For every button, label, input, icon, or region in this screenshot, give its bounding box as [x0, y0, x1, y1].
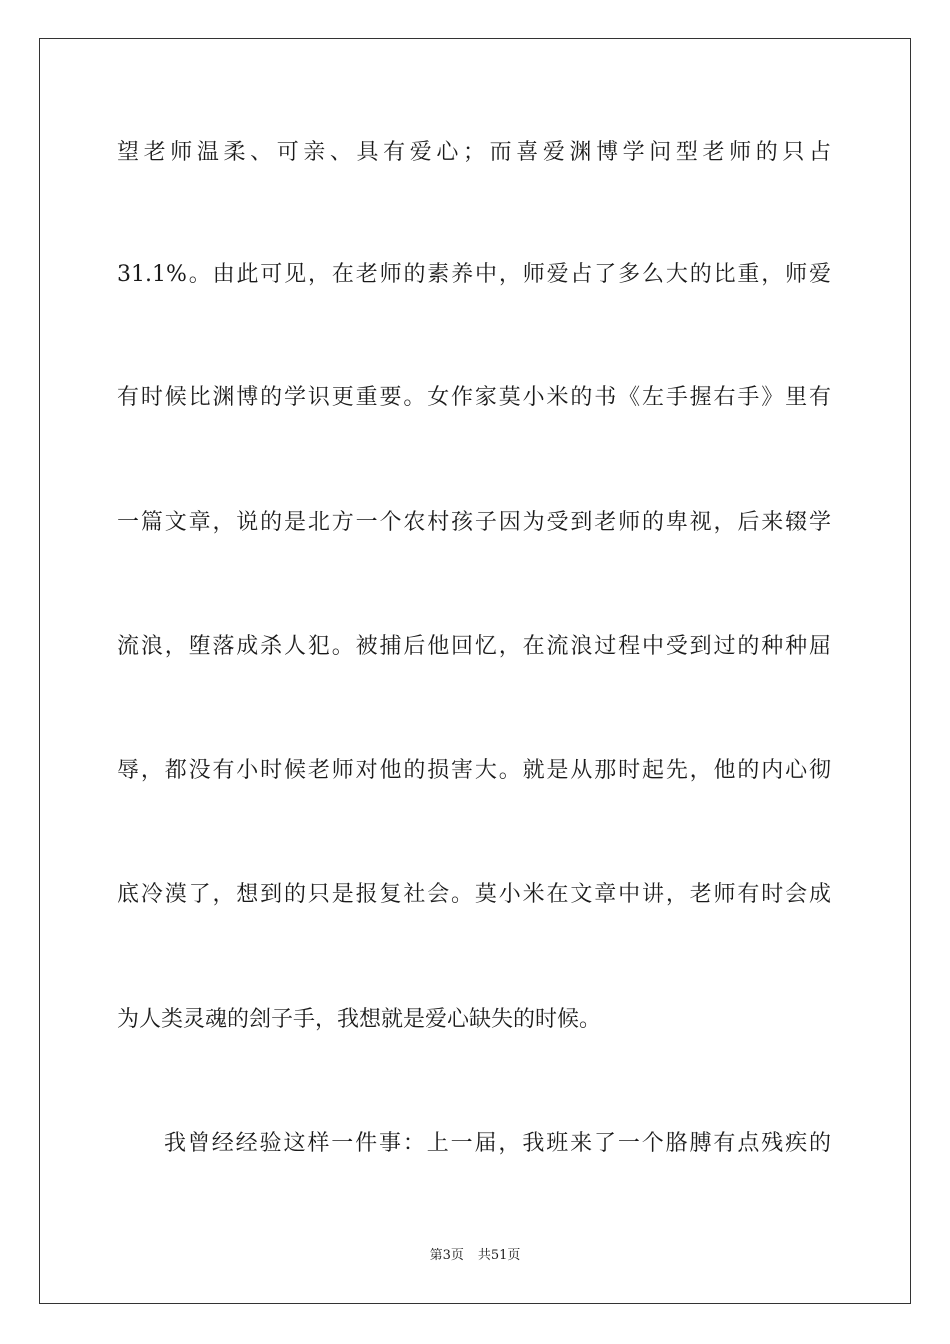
text-line: 有时候比渊博的学识更重要。女作家莫小米的书《左手握右手》里有 [117, 385, 831, 410]
text-line: 为人类灵魂的刽子手，我想就是爱心缺失的时候。 [117, 1007, 602, 1032]
text-line: 31.1%。由此可见，在老师的素养中，师爱占了多么大的比重，师爱 [117, 262, 831, 287]
paragraph-start-line: 我曾经经验这样一件事：上一届，我班来了一个胳膊有点残疾的 [164, 1131, 831, 1156]
page-number: 第3页 [429, 1248, 464, 1263]
text-line: 望老师温柔、可亲、具有爱心；而喜爱渊博学问型老师的只占 [117, 140, 831, 165]
text-line: 流浪，堕落成杀人犯。被捕后他回忆，在流浪过程中受到过的种种屈 [117, 634, 831, 659]
text-line: 底冷漠了，想到的只是报复社会。莫小米在文章中讲，老师有时会成 [117, 882, 831, 907]
text-line: 一篇文章，说的是北方一个农村孩子因为受到老师的卑视，后来辍学 [117, 510, 831, 535]
page-footer [0, 1246, 950, 1266]
total-pages: 共51页 [477, 1248, 521, 1263]
text-line: 辱，都没有小时候老师对他的损害大。就是从那时起先，他的内心彻 [117, 758, 831, 783]
page-border [39, 38, 911, 1304]
